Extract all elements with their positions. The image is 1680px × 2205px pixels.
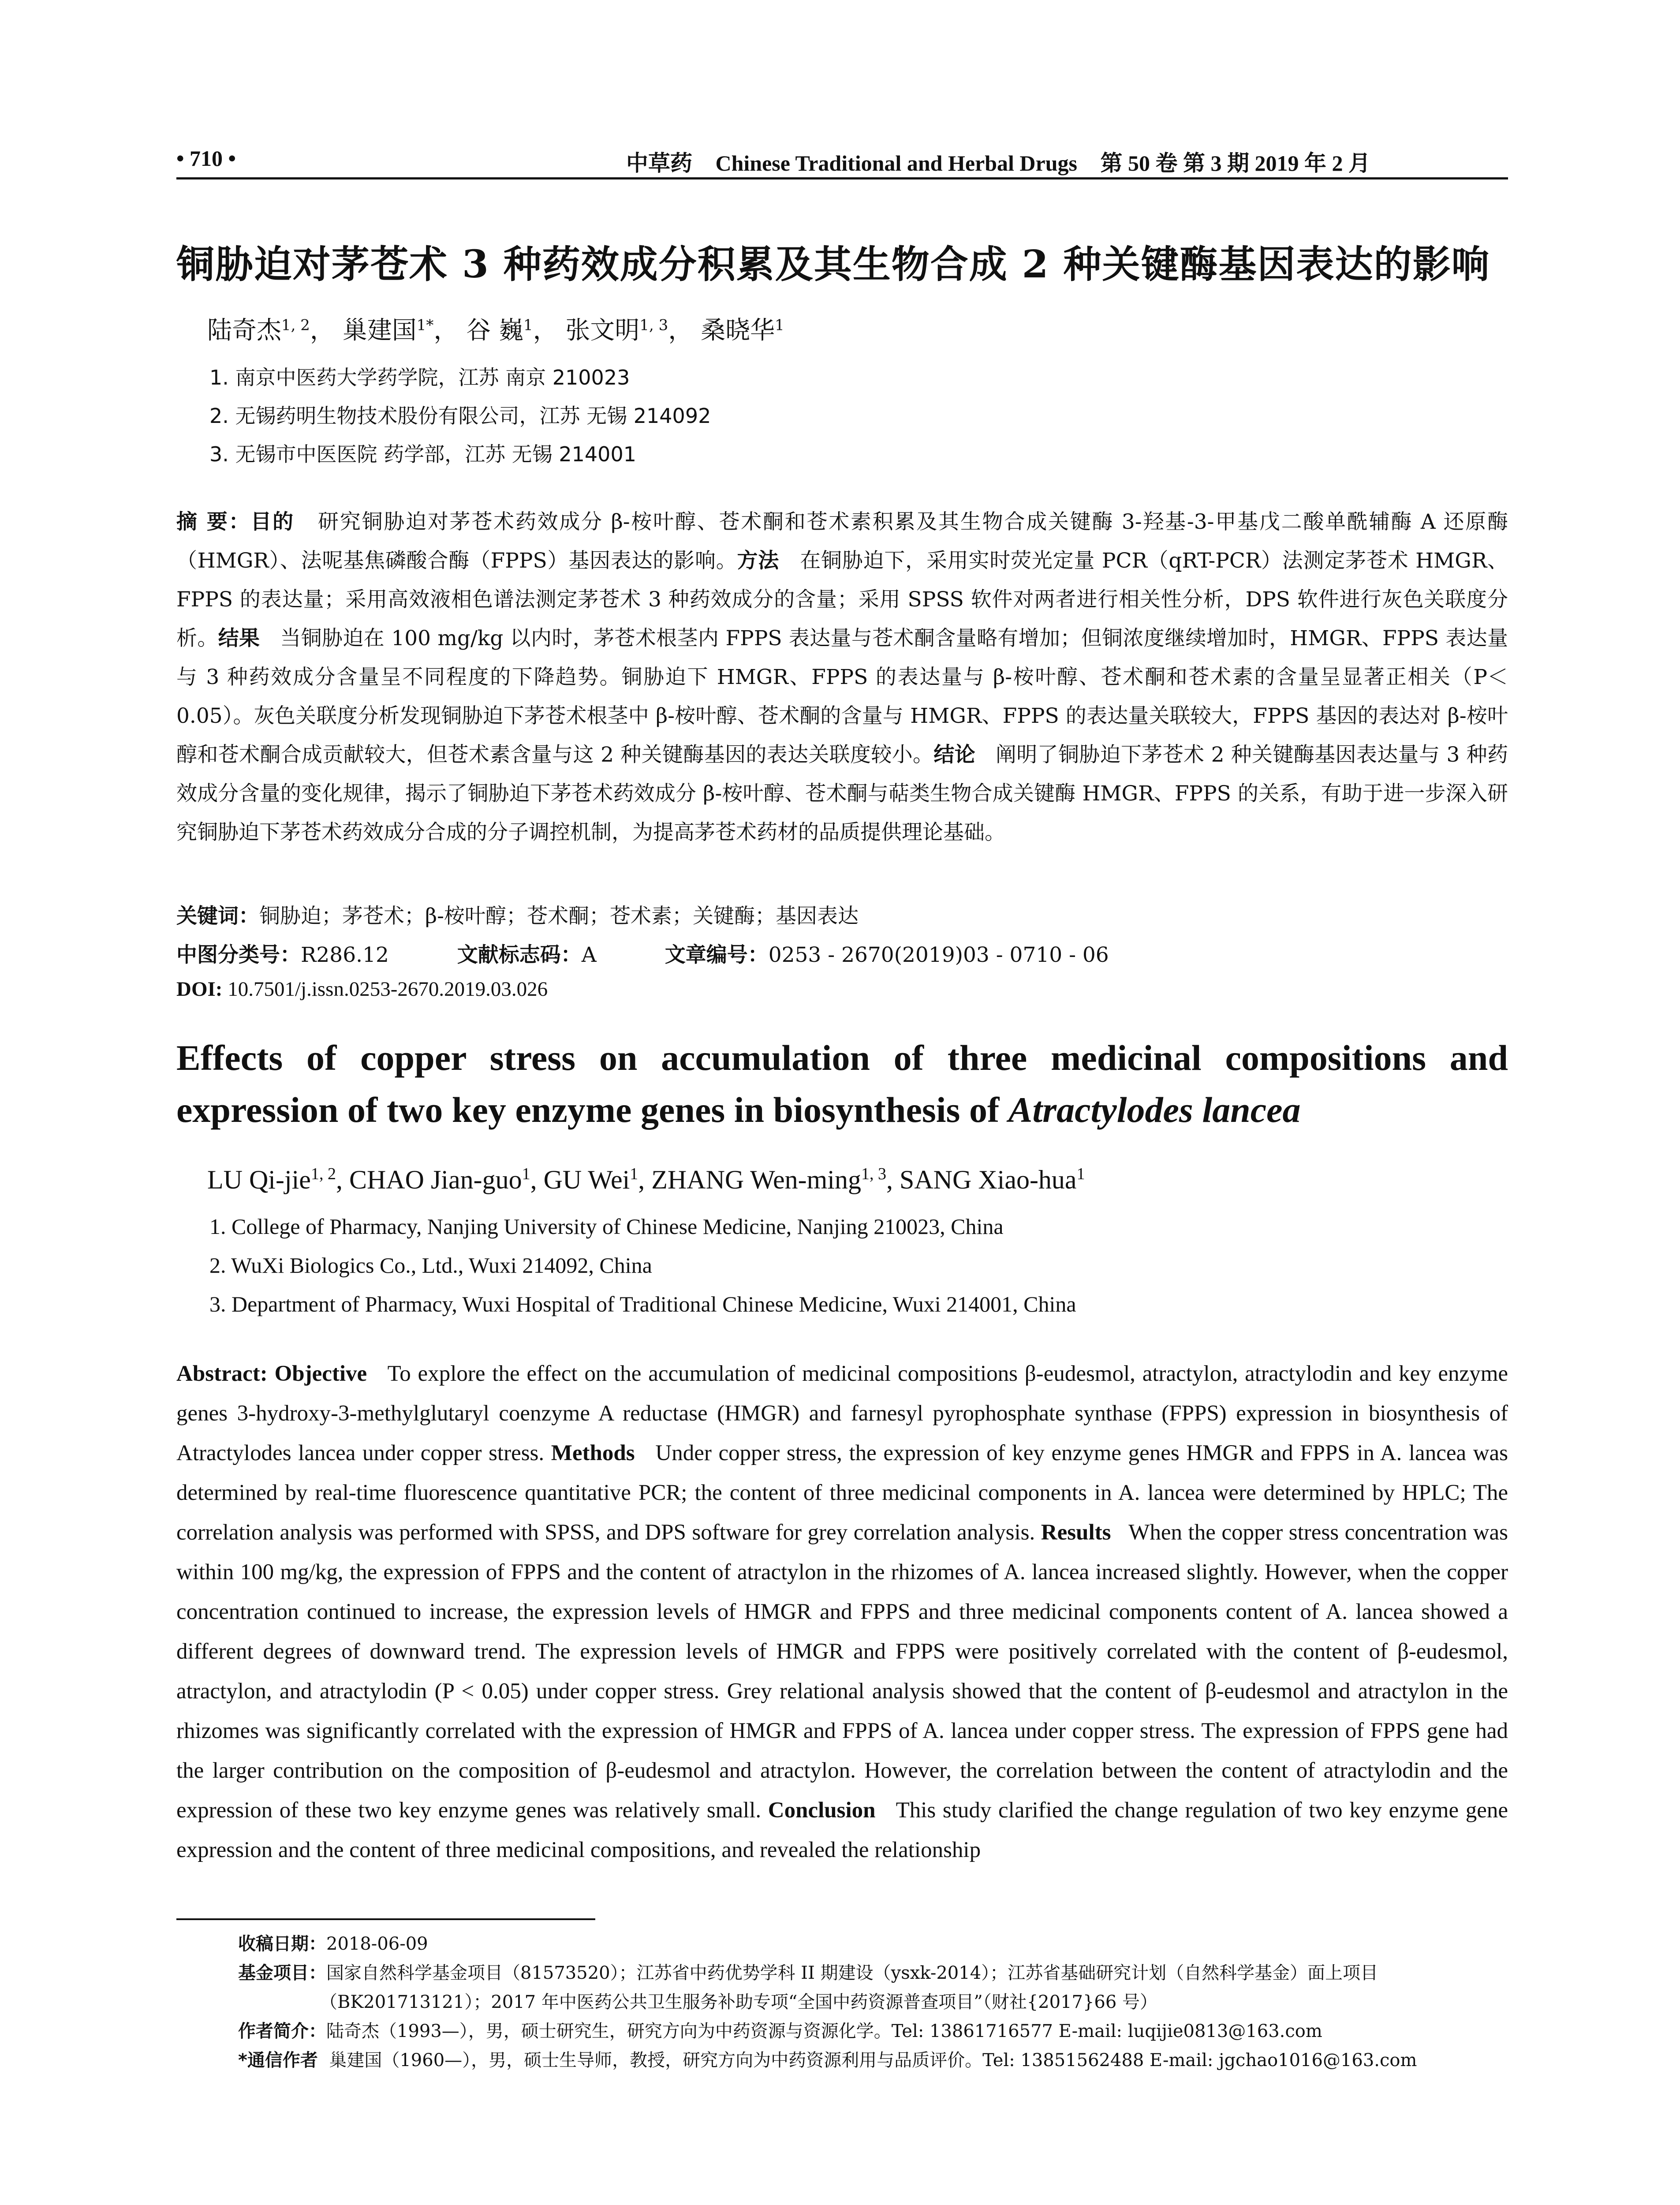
footnote-corresponding <box>238 2046 1508 2075</box>
affiliation-cn: 1. 南京中医药大学药学院，江苏 南京 210023 <box>209 366 630 389</box>
journal-line <box>626 146 1370 177</box>
fund-label: 基金项目： <box>238 1963 326 1983</box>
author-sup: 1 <box>1076 1165 1085 1183</box>
clc-label: 中图分类号： <box>176 943 301 967</box>
methods-text-en: Under copper stress, the expression of key enzyme genes HMGR and FPPS in A. lancea was determined by real-time fluorescence quantitative PCR; the content of three medicinal components in A. lancea were determined by HPLC; The correlation analysis was performed with SPSS, and DPS software for grey correlation analysis. <box>176 1441 1508 1545</box>
affiliation-cn: 3. 无锡市中医医院 药学部，江苏 无锡 214001 <box>209 442 636 466</box>
objective-label: 目的 <box>250 510 295 534</box>
doc-code-label: 文献标志码： <box>457 943 582 967</box>
methods-text: 在铜胁迫下，采用实时荧光定量 PCR（qRT-PCR）法测定茅苍术 HMGR、FPPS 的表达量；采用高效液相色谱法测定茅苍术 3 种药效成分的含量；采用 SPSS 软件对两者进行相关性分析，DPS 软件进行灰色关联度分析。 <box>176 549 1508 650</box>
title-en-line2: expression of two key enzyme genes in biosynthesis of <box>176 1090 1008 1130</box>
title-en <box>176 1032 1508 1136</box>
results-text-en: When the copper stress concentration was within 100 mg/kg, the expression of FPPS and the content of atractylon in the rhizomes of A. lancea increased slightly. However, when the copper concentration continued to increase, the expression levels of HMGR and FPPS and three medicinal components content of A. lancea showed a different degrees of downward trend. The expression levels of HMGR and FPPS were positively correlated with the content of β-eudesmol, atractylon, and atractylodin (P < 0.05) under copper stress. Grey relational analysis showed that the content of β-eudesmol and atractylon in the rhizomes was significantly correlated with the expression of HMGR and FPPS of A. lancea under copper stress. The expression of FPPS gene had the larger contribution on the composition of β-eudesmol and atractylon. However, the correlation between the content of atractylodin and the expression of these two key enzyme genes was relatively small. <box>176 1520 1508 1823</box>
author-cn: 张文明 <box>565 316 640 345</box>
author-cn: 巢建国 <box>342 316 417 345</box>
affiliation-en: 2. WuXi Biologics Co., Ltd., Wuxi 214092, China <box>209 1253 652 1278</box>
abstract-cn <box>176 503 1508 852</box>
title-cn: 铜胁迫对茅苍术 3 种药效成分积累及其生物合成 2 种关键酶基因表达的影响 <box>176 242 1490 287</box>
conclusion-text: 阐明了铜胁迫下茅苍术 2 种关键酶基因表达量与 3 种药效成分含量的变化规律，揭示了铜胁迫下茅苍术药效成分 β-桉叶醇、苍术酮与萜类生物合成关键酶 HMGR、FPPS 的关系，有助于进一步深入研究铜胁迫下茅苍术药效成分合成的分子调控机制，为提高茅苍术药材的品质提供理论基础。 <box>176 743 1508 845</box>
conclusion-text-en: This study clarified the change regulation of two key enzyme gene expression and the content of three medicinal compositions, and revealed the relationship <box>176 1798 1508 1862</box>
footnote-fund <box>238 1958 1508 2017</box>
abstract-label-en: Abstract: <box>176 1361 275 1386</box>
author-sup: 1, 3 <box>639 316 668 334</box>
author-sup: 1 <box>775 316 784 334</box>
affiliation-cn: 2. 无锡药明生物技术股份有限公司，江苏 无锡 214092 <box>209 404 711 428</box>
author-en: SANG Xiao-hua <box>899 1165 1077 1194</box>
keywords-text: 铜胁迫；茅苍术；β-桉叶醇；苍术酮；苍术素；关键酶；基因表达 <box>259 904 859 928</box>
methods-label-en: Methods <box>551 1441 635 1465</box>
footnote-author <box>238 2017 1508 2046</box>
corresponding-label: *通信作者 <box>238 2050 318 2070</box>
author-sup: 1 <box>522 1165 530 1183</box>
affiliation-en: 1. College of Pharmacy, Nanjing University of Chinese Medicine, Nanjing 210023, China <box>209 1214 1004 1239</box>
received-label: 收稿日期： <box>238 1934 326 1954</box>
results-label-en: Results <box>1041 1520 1111 1545</box>
journal-name-cn: 中草药 <box>626 150 692 176</box>
footnote-rule <box>176 1918 595 1920</box>
author-en: GU Wei <box>543 1165 630 1194</box>
running-header <box>176 141 1508 181</box>
author-cn: 桑晓华 <box>701 316 775 345</box>
author-sup: 1 <box>630 1165 638 1183</box>
author-en: CHAO Jian-guo <box>349 1165 522 1194</box>
abstract-label: 摘 要： <box>176 510 251 534</box>
authors-en: LU Qi-jie$^{1, 2}$, CHAO Jian-guo$^1$, GU Wei$^1$, ZHANG Wen-ming$^{1, 3}$, SANG Xiao-hua$^1$ <box>207 1165 1085 1194</box>
abstract-en <box>176 1354 1508 1870</box>
author-sup: 1, 2 <box>281 316 310 334</box>
author-sup: 1 <box>523 316 533 334</box>
objective-text-en: To explore the effect on the accumulation of medicinal compositions β-eudesmol, atractylon, atractylodin and key enzyme genes 3-hydroxy-3-methylglutaryl coenzyme A reductase (HMGR) and farnesyl pyrophosphate synthase (FPPS) expression in biosynthesis of Atractylodes lancea under copper stress. <box>176 1361 1508 1465</box>
received-value: 2018-06-09 <box>326 1934 428 1954</box>
affiliation-en: 3. Department of Pharmacy, Wuxi Hospital of Traditional Chinese Medicine, Wuxi 214001, China <box>209 1292 1076 1316</box>
methods-label: 方法 <box>737 549 780 573</box>
journal-issue: 第 50 卷 第 3 期 2019 年 2 月 <box>1100 151 1370 176</box>
author-sup: 1, 3 <box>861 1165 886 1183</box>
objective-text: 研究铜胁迫对茅苍术药效成分 β-桉叶醇、苍术酮和苍术素积累及其生物合成关键酶 3-羟基-3-甲基戊二酸单酰辅酶 A 还原酶（HMGR）、法呢基焦磷酸合酶（FPPS）基因表达的影响。 <box>176 510 1508 573</box>
article-no-label: 文章编号： <box>665 943 769 967</box>
author-bio-value: 陆奇杰（1993—），男，硕士研究生，研究方向为中药资源与资源化学。Tel: 13861716577 E-mail: luqijie0813@163.com <box>326 2021 1322 2041</box>
doi-label: DOI: <box>176 978 223 1001</box>
title-en-species: Atractylodes lancea <box>1008 1090 1301 1130</box>
doi-value: 10.7501/j.issn.0253-2670.2019.03.026 <box>228 978 548 1001</box>
conclusion-label-en: Conclusion <box>768 1798 876 1823</box>
conclusion-label: 结论 <box>933 743 976 767</box>
author-cn: 陆奇杰 <box>207 316 281 345</box>
author-sup: 1, 2 <box>310 1165 336 1183</box>
title-en-line1: Effects of copper stress on accumulation of three medicinal compositions and <box>176 1038 1508 1078</box>
corresponding-value: 巢建国（1960—），男，硕士生导师，教授，研究方向为中药资源利用与品质评价。Tel: 13851562488 E-mail: jgchao1016@163.com <box>329 2050 1417 2070</box>
objective-label-en: Objective <box>274 1361 367 1386</box>
keywords-cn <box>176 900 859 929</box>
author-en: LU Qi-jie <box>207 1165 311 1194</box>
author-cn: 谷 巍 <box>466 316 523 345</box>
footnote-received <box>238 1929 1508 1958</box>
doc-code-value: A <box>581 943 597 967</box>
author-bio-label: 作者简介： <box>238 2021 326 2041</box>
fund-value: 国家自然科学基金项目（81573520）；江苏省中药优势学科 II 期建设（ysxk-2014）；江苏省基础研究计划（自然科学基金）面上项目（BK201713121）；2017 年中医药公共卫生服务补助专项“全国中药资源普查项目”（财社{2017}66 号） <box>320 1963 1378 2012</box>
article-no-value: 0253 - 2670(2019)03 - 0710 - 06 <box>768 943 1109 967</box>
page-number: • 710 • <box>176 146 236 171</box>
classification-line <box>176 938 1109 968</box>
header-rule <box>176 177 1508 179</box>
clc-value: R286.12 <box>301 943 389 967</box>
results-text: 当铜胁迫在 100 mg/kg 以内时，茅苍术根茎内 FPPS 表达量与苍术酮含量略有增加；但铜浓度继续增加时，HMGR、FPPS 表达量与 3 种药效成分含量呈不同程度的下降趋势。铜胁迫下 HMGR、FPPS 的表达量与 β-桉叶醇、苍术酮和苍术素的含量呈显著正相关（P＜0.05）。灰色关联度分析发现铜胁迫下茅苍术根茎中 β-桉叶醇、苍术酮的含量与 HMGR、FPPS 的表达量关联较大，FPPS 基因的表达对 β-桉叶醇和苍术酮合成贡献较大，但苍术素含量与这 2 种关键酶基因的表达关联度较小。 <box>176 626 1508 767</box>
author-sup: 1* <box>416 316 434 334</box>
author-en: ZHANG Wen-ming <box>651 1165 861 1194</box>
journal-name-en: Chinese Traditional and Herbal Drugs <box>715 151 1077 176</box>
keywords-label: 关键词： <box>176 904 259 928</box>
doi-line <box>176 977 548 1001</box>
authors-cn: 陆奇杰$^{1, 2}$， 巢建国$^{1*}$， 谷 巍$^1$， 张文明$^{1, 3}$， 桑晓华$^1$ <box>207 316 784 345</box>
results-label: 结果 <box>218 626 260 650</box>
